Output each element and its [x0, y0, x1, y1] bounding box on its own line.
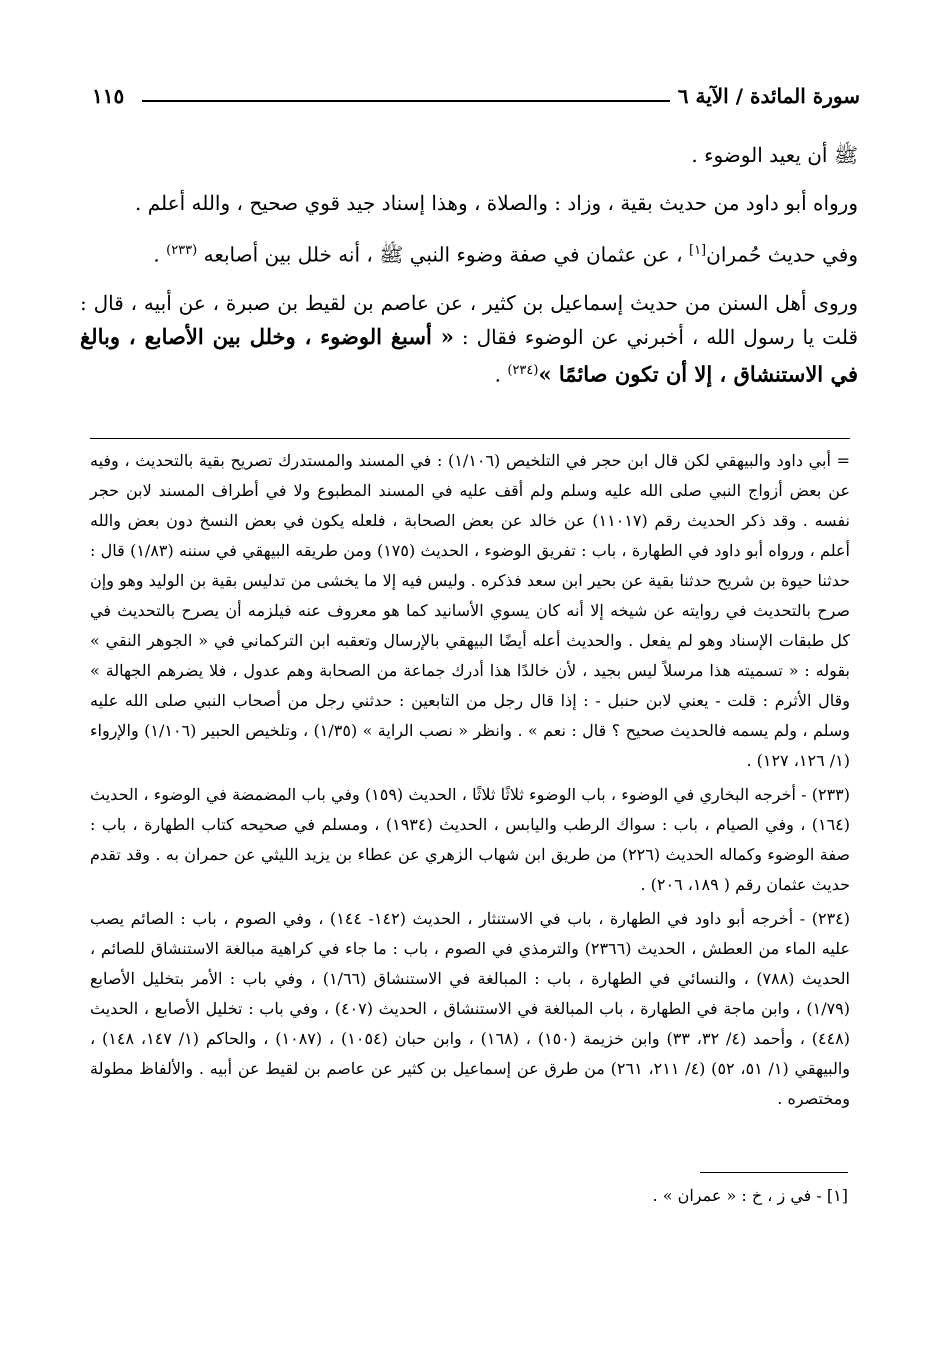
paragraph-4-text-c: . [494, 362, 508, 387]
note-ref-233: (٢٣٣) [166, 243, 198, 258]
footnote-1: [١] - في ز ، خ : « عمران » . [652, 1186, 848, 1205]
paragraph-3-text-c: . [153, 242, 167, 267]
page-number: ١١٥ [92, 84, 125, 108]
paragraph-3-text-b: ، عن عثمان في صفة وضوء النبي ﷺ ، أنه خلل بين أصابعه [197, 242, 689, 267]
main-text [80, 138, 858, 405]
note-ref-234: (٢٣٤) [507, 362, 539, 378]
footnote-separator [700, 1172, 848, 1173]
note-233: (٢٣٣) - أخرجه البخاري في الوضوء ، باب الوضوء ثلاثًا ثلاثًا ، الحديث (١٥٩) وفي باب المضمضة في الوضوء ، الحديث (١٦٤) ، وفي الصيام ، باب : سواك الرطب واليابس ، الحديث (١٩٣٤) ، ومسلم في صحيحه كتاب الطهارة ، باب : صفة الوضوء وكماله الحديث (٢٢٦) من طريق ابن شهاب الزهري عن عطاء بن يزيد الليثي عن حمران به . وقد تقدم حديث عثمان رقم ( ١٨٩، ٢٠٦) . [90, 785, 851, 894]
paragraph-3-text-a: وفي حديث حُمران [706, 242, 858, 267]
note-234: (٢٣٤) - أخرجه أبو داود في الطهارة ، باب في الاستنثار ، الحديث (١٤٢- ١٤٤) ، وفي الصوم ، باب : الصائم يصب عليه الماء من العطش ، الحديث (٢٣٦٦) والترمذي في الصوم ، باب : ما جاء في كراهية مبالغة الاستنشاق للصائم ، الحديث (٧٨٨) ، والنسائي في الطهارة ، باب : المبالغة في الاستنشاق (١/٦٦) ، وفي باب : الأمر بتخليل الأصابع (١/٧٩) ، وابن ماجة في الطهارة ، باب المبالغة في الاستنشاق ، الحديث (٤٠٧) ، وفي باب : تخليل الأصابع ، الحديث (٤٤٨) ، وأحمد (٤/ ٣٢، ٣٣) وابن خزيمة (١٥٠) ، (١٦٨) ، وابن حبان (١٠٥٤) ، (١٠٨٧) ، والحاكم (١/ ١٤٧، ١٤٨) ، والبيهقي (١/ ٥١، ٥٢) (٤/ ٢١١، ٢٦١) من طرق عن إسماعيل بن كثير عن عاصم بن لقيط عن أبيه . والألفاظ مطولة ومختصره . [90, 909, 851, 1108]
paragraph-2: ورواه أبو داود من حديث بقية ، وزاد : والصلاة ، وهذا إسناد جيد قوي صحيح ، والله أعلم . [135, 191, 858, 215]
paragraph-1: ﷺ أن يعيد الوضوء . [691, 143, 858, 167]
paragraph-4 [80, 286, 858, 392]
header-title: سورة المائدة / الآية ٦ [677, 84, 860, 108]
notes-section [90, 446, 850, 1118]
header-rule [142, 100, 670, 102]
paragraph-3 [80, 234, 858, 272]
running-header [80, 84, 860, 116]
hadith-quote: « أسبغ الوضوء ، وخلل بين الأصابع ، وبالغ في الاستنشاق ، إلا أن تكون صائمًا » [80, 323, 858, 387]
note-continued: = أبي داود والبيهقي لكن قال ابن حجر في التلخيص (١/١٠٦) : في المسند والمستدرك تصريح بقية بالتحديث ، وفيه عن بعض أزواج النبي صلى الله عليه وسلم ولم أقف عليه في المسند المطبوع ولا في أطراف المسند لابن حجر نفسه . وقد ذكر الحديث رقم (١١٠١٧) عن خالد عن بعض الصحابة ، فلعله يكون في بعض النسخ دون بعض والله أعلم ، ورواه أبو داود في الطهارة ، باب : تفريق الوضوء ، الحديث (١٧٥) ومن طريقه البيهقي في سننه (١/٨٣) قال : حدثنا حيوة بن شريح حدثنا بقية عن بحير ابن سعد فذكره . وليس فيه إلا ما يخشى من تدليس بقية بن الوليد وهو وإن صرح بالتحديث في روايته عن شيخه إلا أنه كان يسوي الأسانيد كما هو معروف عنه فيلزمه أن يصرح بالتحديث في كل طبقات الإسناد وهو لم يفعل . والحديث أعله أيضًا البيهقي بالإرسال وتعقبه ابن التركماني في « الجوهر النقي » بقوله : « تسميته هذا مرسلاً ليس بجيد ، لأن خالدًا هذا أدرك جماعة من الصحابة وهم عدول ، فلا يضرهم الجهالة » وقال الأثرم : قلت - يعني لابن حنبل - : إذا قال رجل من التابعين : حدثني رجل من أصحاب النبي صلى الله عليه وسلم ، ولم يسمه فالحديث صحيح ؟ قال : نعم » . وانظر « نصب الراية » (١/٣٥) ، وتلخيص الحبير (١/١٠٦) والإرواء (١/ ١٢٦، ١٢٧) . [90, 451, 851, 770]
notes-separator [90, 438, 850, 439]
paragraph-4-text-a: وروى أهل السنن من حديث إسماعيل بن كثير ، عن عاصم بن لقيط بن صبرة ، عن أبيه ، قال : قلت يا رسول الله ، أخبرني عن الوضوء فقال : [80, 290, 859, 349]
footnote-ref-1: [١] [688, 243, 707, 258]
